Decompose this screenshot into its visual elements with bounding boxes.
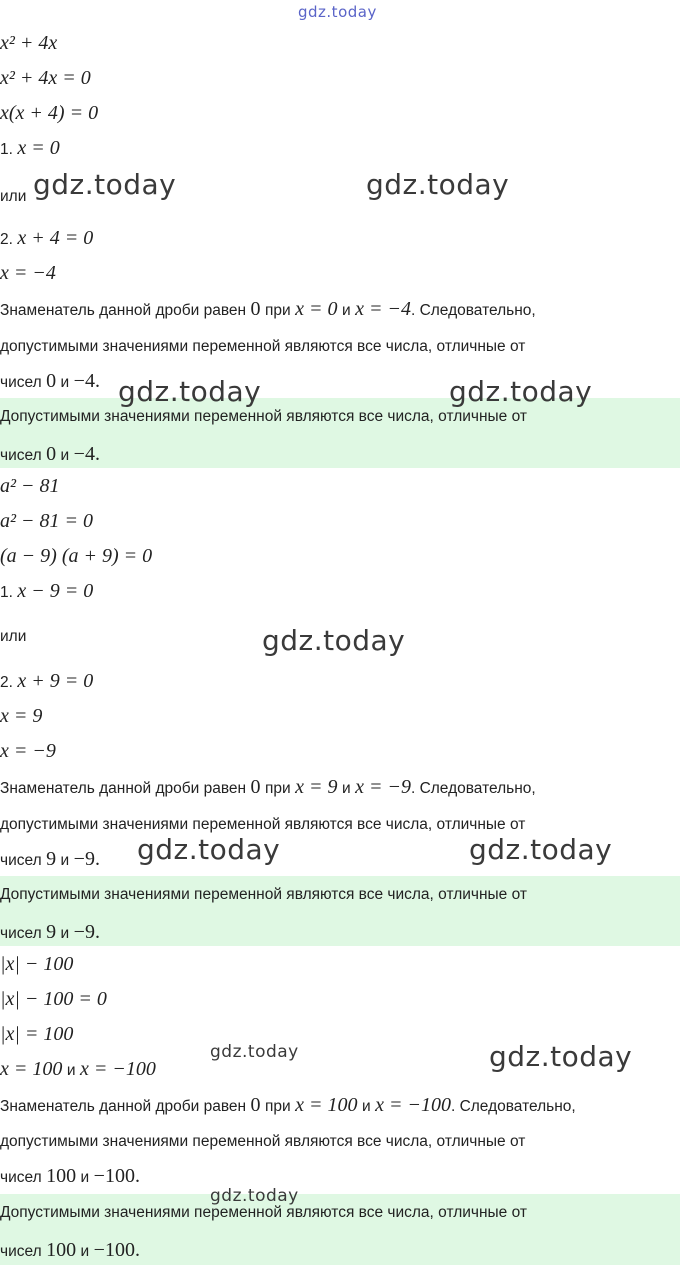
- explanation-2-line-2: допустимыми значениями переменной являются все числа, отличные от: [0, 816, 526, 833]
- explanation-text: чисел: [0, 374, 42, 391]
- punctuation: .: [94, 848, 100, 870]
- answer-text: и: [80, 1243, 90, 1260]
- explanation-text: при: [265, 302, 291, 319]
- explanation-1-line-1: [0, 299, 536, 321]
- math-value: 0: [46, 443, 57, 465]
- math-value: 0: [250, 1094, 261, 1116]
- explanation-2-line-3: [0, 849, 100, 871]
- explanation-3-line-1: [0, 1095, 576, 1117]
- math-value: 0: [250, 298, 261, 320]
- punctuation: .: [94, 443, 100, 465]
- math-value: 0: [46, 370, 57, 392]
- explanation-1-line-3: [0, 371, 100, 393]
- explanation-text: при: [265, 780, 291, 797]
- step-equation: x − 9 = 0: [17, 580, 94, 602]
- step-2-case-1: [0, 581, 93, 603]
- explanation-3-line-2: допустимыми значениями переменной являются все числа, отличные от: [0, 1133, 526, 1150]
- answer-text: чисел: [0, 925, 42, 942]
- answer-3-line-2: [0, 1240, 140, 1262]
- math-value: x = 100: [0, 1058, 63, 1080]
- answer-text: и: [60, 447, 70, 464]
- watermark: gdz.today: [489, 1040, 633, 1073]
- answer-text: чисел: [0, 447, 42, 464]
- punctuation: .: [134, 1239, 140, 1261]
- equation-2: a² − 81 = 0: [0, 510, 93, 532]
- answer-1-line-2: [0, 444, 100, 466]
- math-value: x = 0: [295, 298, 338, 320]
- watermark-top: gdz.today: [298, 3, 377, 21]
- watermark: gdz.today: [469, 833, 613, 866]
- answer-box-2: [0, 876, 680, 946]
- math-value: −100: [93, 1165, 135, 1187]
- explanation-text: и: [60, 852, 70, 869]
- math-value: −9: [73, 921, 95, 943]
- math-value: x = 100: [295, 1094, 358, 1116]
- watermark: gdz.today: [118, 375, 262, 408]
- step-1-case-2: [0, 228, 93, 250]
- explanation-3-line-3: [0, 1166, 140, 1188]
- explanation-text: и: [341, 302, 351, 319]
- expression-1: x² + 4x: [0, 32, 58, 54]
- explanation-text: чисел: [0, 1169, 42, 1186]
- watermark: gdz.today: [262, 624, 406, 657]
- explanation-1-line-2: допустимыми значениями переменной являются все числа, отличные от: [0, 338, 526, 355]
- math-value: −4: [73, 443, 95, 465]
- step-equation: x + 9 = 0: [17, 670, 94, 692]
- math-value: 100: [46, 1239, 77, 1261]
- answer-3-line-1: Допустимыми значениями переменной являются все числа, отличные от: [0, 1204, 527, 1221]
- explanation-2-line-1: [0, 777, 536, 799]
- step-number: 1.: [0, 584, 13, 601]
- watermark: gdz.today: [210, 1042, 299, 1062]
- answer-text: чисел: [0, 1243, 42, 1260]
- equation-3: |x| − 100 = 0: [0, 988, 107, 1010]
- conjunction: и: [66, 1062, 76, 1079]
- math-value: −4: [73, 370, 95, 392]
- root-2b: x = −9: [0, 740, 56, 762]
- explanation-text: и: [341, 780, 351, 797]
- math-value: x = −100: [79, 1058, 156, 1080]
- answer-box-1: [0, 398, 680, 468]
- root-1: x = −4: [0, 262, 56, 284]
- answer-1-line-1: Допустимыми значениями переменной являются все числа, отличные от: [0, 408, 527, 425]
- equation-1: x² + 4x = 0: [0, 67, 91, 89]
- math-value: x = −100: [375, 1094, 451, 1116]
- explanation-text: . Следовательно,: [450, 1098, 576, 1115]
- math-value: x = 9: [295, 776, 338, 798]
- step-number: 1.: [0, 141, 13, 158]
- watermark: gdz.today: [210, 1186, 299, 1206]
- step-2-case-2: [0, 671, 93, 693]
- explanation-text: и: [60, 374, 70, 391]
- step-equation: x = 0: [17, 137, 60, 159]
- punctuation: .: [94, 921, 100, 943]
- or-label-1: или: [0, 188, 27, 205]
- explanation-text: . Следовательно,: [410, 302, 536, 319]
- math-value: x = −4: [355, 298, 411, 320]
- root-2a: x = 9: [0, 705, 43, 727]
- roots-3: [0, 1059, 156, 1081]
- answer-text: и: [60, 925, 70, 942]
- step-equation: x + 4 = 0: [17, 227, 94, 249]
- watermark: gdz.today: [366, 168, 510, 201]
- math-value: 9: [46, 848, 57, 870]
- punctuation: .: [94, 370, 100, 392]
- step-number: 2.: [0, 674, 13, 691]
- explanation-text: чисел: [0, 852, 42, 869]
- explanation-text: и: [361, 1098, 371, 1115]
- or-label-2: или: [0, 628, 27, 645]
- absolute-value-equation: |x| = 100: [0, 1023, 74, 1045]
- math-value: 0: [250, 776, 261, 798]
- answer-2-line-1: Допустимыми значениями переменной являются все числа, отличные от: [0, 886, 527, 903]
- answer-box-3: [0, 1194, 680, 1265]
- explanation-text: . Следовательно,: [410, 780, 536, 797]
- answer-2-line-2: [0, 922, 100, 944]
- expression-3: |x| − 100: [0, 953, 74, 975]
- math-value: −100: [93, 1239, 135, 1261]
- math-value: −9: [73, 848, 95, 870]
- explanation-text: и: [80, 1169, 90, 1186]
- punctuation: .: [134, 1165, 140, 1187]
- math-value: 100: [46, 1165, 77, 1187]
- step-number: 2.: [0, 231, 13, 248]
- explanation-text: Знаменатель данной дроби равен: [0, 1098, 247, 1115]
- math-value: x = −9: [355, 776, 411, 798]
- explanation-text: Знаменатель данной дроби равен: [0, 302, 247, 319]
- watermark: gdz.today: [33, 168, 177, 201]
- explanation-text: при: [265, 1098, 291, 1115]
- explanation-text: Знаменатель данной дроби равен: [0, 780, 247, 797]
- factored-equation-1: x(x + 4) = 0: [0, 102, 99, 124]
- watermark: gdz.today: [449, 375, 593, 408]
- step-1-case-1: [0, 138, 60, 160]
- expression-2: a² − 81: [0, 475, 60, 497]
- watermark: gdz.today: [137, 833, 281, 866]
- math-value: 9: [46, 921, 57, 943]
- factored-equation-2: (a − 9) (a + 9) = 0: [0, 545, 153, 567]
